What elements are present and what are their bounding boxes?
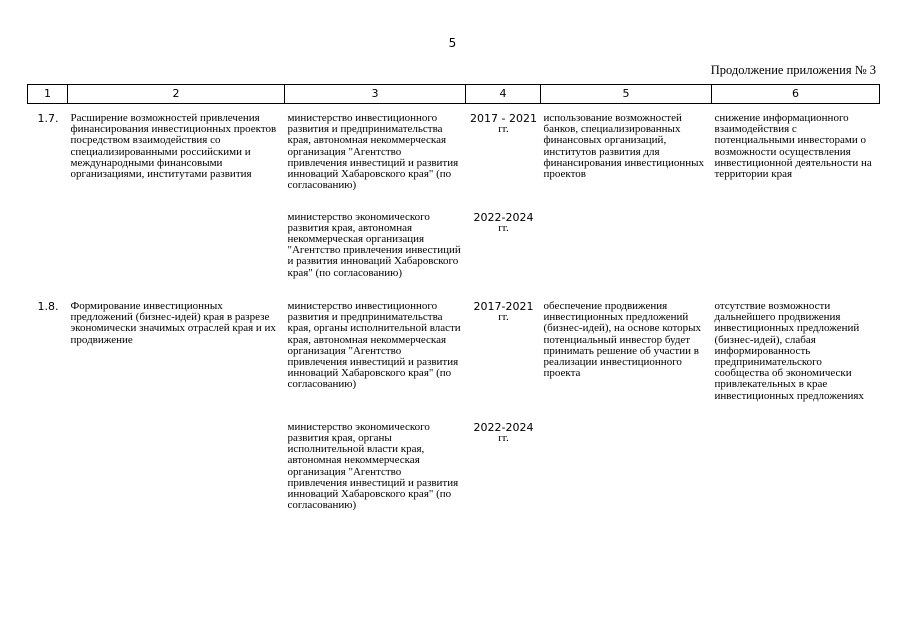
column-header: 5 (541, 85, 712, 104)
executor-cell: министерство экономического развития края, автономная некоммерческая организация "Агентство привлечения инвестиций и развития инноваций Хабаровского края" (по согласованию) (287, 210, 461, 279)
column-header: 1 (28, 85, 68, 104)
consequence-cell: снижение информационного взаимодействия с потенциальными инвесторами о возможности осуществления инвестиционной деятельности на территории края (714, 112, 872, 181)
period-years: 2017 - 2021 (470, 112, 537, 125)
measures-table (27, 84, 880, 512)
column-header: 6 (712, 85, 880, 104)
column-header: 3 (285, 85, 466, 104)
period-cell (466, 402, 541, 512)
column-header: 4 (466, 85, 541, 104)
table-row (28, 104, 880, 192)
row-number: 1.7. (37, 112, 59, 125)
period-years: 2022-2024 (473, 210, 534, 224)
continuation-label: Продолжение приложения № 3 (710, 63, 876, 77)
result-cell: использование возможностей банков, специализированных финансовых организаций, институтов развития для финансирования инвестиционных проектов (543, 112, 705, 181)
table-row (28, 192, 880, 279)
period-cell (466, 192, 541, 279)
executor-cell: министерство экономического развития края, органы исполнительной власти края, автономная некоммерческая организация "Агентство привлечения инвестиций и развития инноваций Хабаровского края" (по согласованию) (287, 420, 459, 512)
period-cell (466, 301, 541, 402)
activity-cell: Расширение возможностей привлечения финансирования инвестиционных проектов посредством взаимодействия со специализированными российскими и международными финансовыми организациями, институтами развития (70, 112, 277, 181)
table-row (28, 402, 880, 512)
period-years: 2017-2021 (473, 299, 534, 313)
period-cell (466, 104, 541, 192)
period-unit: гг. (498, 221, 509, 234)
period-unit: гг. (498, 311, 509, 324)
row-number: 1.8. (37, 299, 59, 313)
executor-cell: министерство инвестиционного развития и предпринимательства края, автономная некоммерческая организация "Агентство привлечения инвестиций и развития инноваций Хабаровского края" (по согласованию) (287, 112, 459, 192)
period-unit: гг. (498, 432, 509, 445)
page-number: 5 (448, 36, 457, 50)
period-years: 2022-2024 (473, 420, 534, 434)
header-row (28, 85, 880, 104)
column-header: 2 (68, 85, 285, 104)
consequence-cell: отсутствие возможности дальнейшего продвижения инвестиционных предложений (бизнес-идей), слабая информированность предпринимательского сообщества об экономически привлекательных в крае инвестиционных предложениях (714, 299, 864, 402)
executor-cell: министерство инвестиционного развития и предпринимательства края, органы исполнительной власти края, автономная некоммерческая организация "Агентство привлечения инвестиций и развития инноваций Хабаровского края" (по согласованию) (287, 299, 461, 391)
table-row (28, 301, 880, 402)
period-unit: гг. (498, 123, 509, 136)
result-cell: обеспечение продвижения инвестиционных предложений (бизнес-идей), на основе которых потенциальный инвестор будет принимать решение об участии в реализации инвестиционного проекта (543, 299, 702, 380)
activity-cell: Формирование инвестиционных предложений (бизнес-идей) края в разрезе экономически значимых отраслей края и их продвижение (70, 299, 276, 346)
